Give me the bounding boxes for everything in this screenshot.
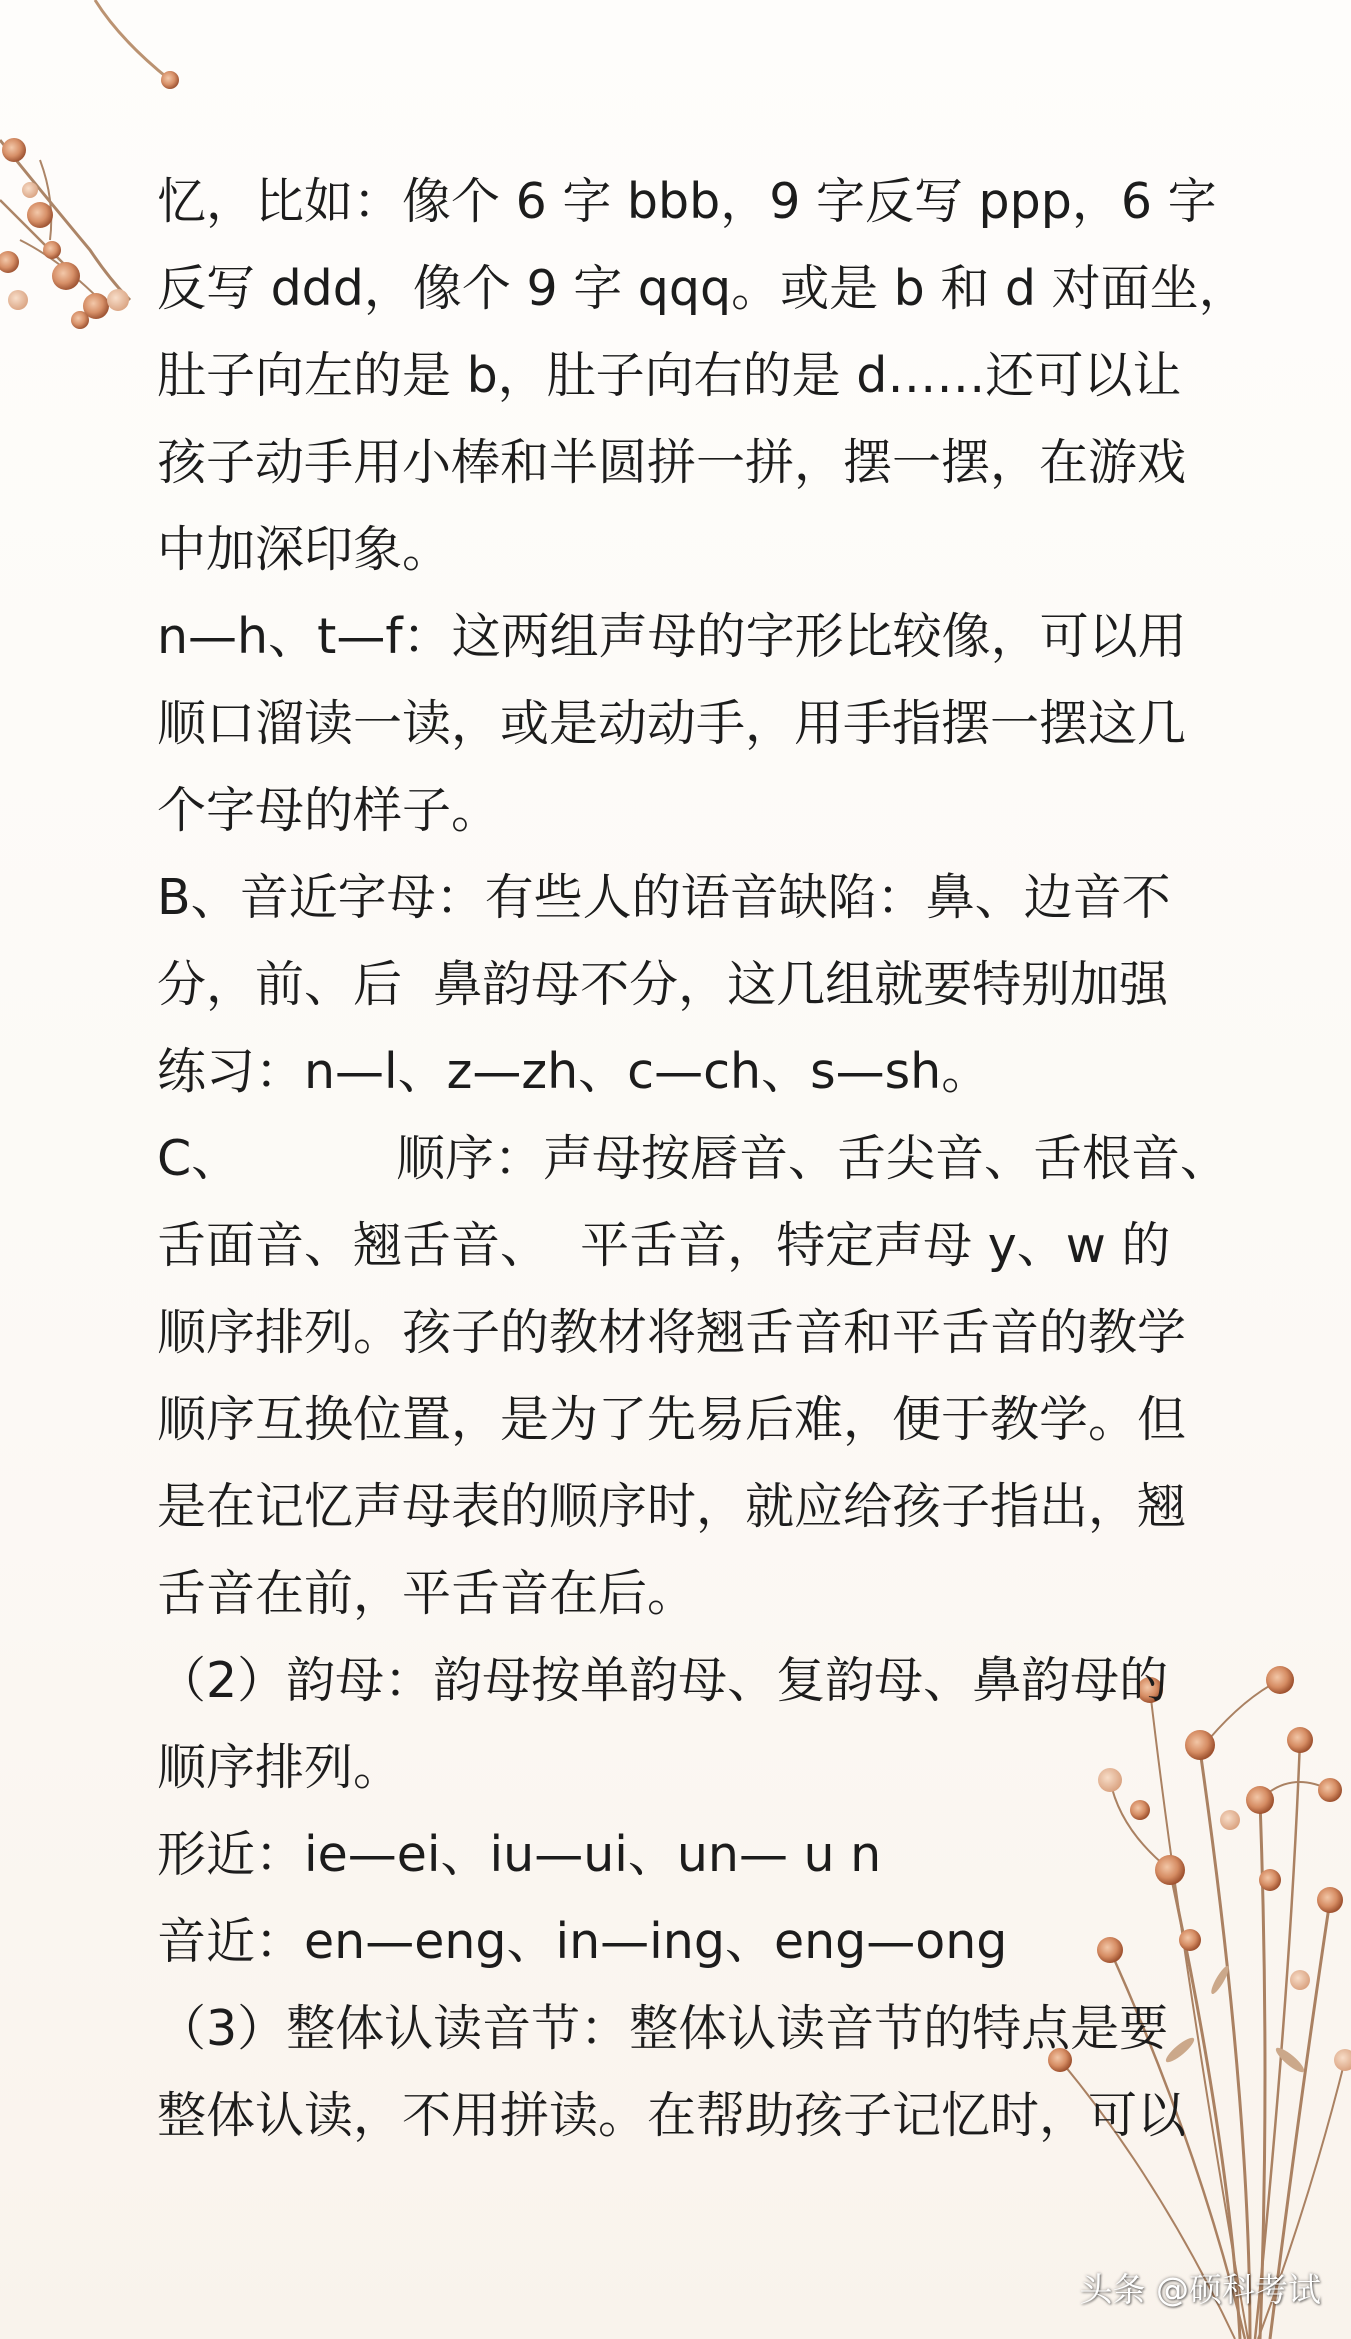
article-line: 练习：n—l、z—zh、c—ch、s—sh。 <box>157 1043 991 1100</box>
article-line: 顺口溜读一读，或是动动手，用手指摆一摆这几 <box>157 695 1187 752</box>
article-line: 是在记忆声母表的顺序时，就应给孩子指出，翘 <box>157 1478 1187 1535</box>
article-line: 分，前、后 鼻韵母不分，这几组就要特别加强 <box>157 956 1169 1013</box>
article-line: 形近：ie—ei、iu—ui、un— u n <box>157 1826 882 1883</box>
article-line: 顺序排列。孩子的教材将翘舌音和平舌音的教学 <box>157 1304 1187 1361</box>
article-line: 孩子动手用小棒和半圆拼一拼，摆一摆，在游戏 <box>157 434 1187 491</box>
article-line: 顺序互换位置，是为了先易后难，便于教学。但 <box>157 1391 1187 1448</box>
article-line: n—h、t—f：这两组声母的字形比较像，可以用 <box>157 608 1187 665</box>
article-body <box>157 158 1248 2159</box>
article-line: C、 顺序：声母按唇音、舌尖音、舌根音、 <box>157 1130 1229 1187</box>
article-line: 个字母的样子。 <box>157 782 501 839</box>
article-line: 整体认读，不用拼读。在帮助孩子记忆时，可以 <box>157 2087 1187 2144</box>
article-line: 舌音在前，平舌音在后。 <box>157 1565 697 1622</box>
article-line: 音近：en—eng、in—ing、eng—ong <box>157 1913 1008 1970</box>
article-line: B、音近字母：有些人的语音缺陷：鼻、边音不 <box>157 869 1171 926</box>
article-line: 顺序排列。 <box>157 1739 403 1796</box>
article-line: （2）韵母：韵母按单韵母、复韵母、鼻韵母的 <box>157 1652 1169 1709</box>
article-line: 反写 ddd，像个 9 字 qqq。或是 b 和 d 对面坐， <box>157 260 1248 317</box>
article-line: 中加深印象。 <box>157 521 452 578</box>
article-line: 忆，比如：像个 6 字 bbb，9 字反写 ppp，6 字 <box>157 173 1217 230</box>
article-line: 肚子向左的是 b，肚子向右的是 d……还可以让 <box>157 347 1182 404</box>
dried-flower-sprig-icon <box>0 0 179 329</box>
article-line: 舌面音、翘舌音、 平舌音，特定声母 y、w 的 <box>157 1217 1171 1274</box>
article-line: （3）整体认读音节：整体认读音节的特点是要 <box>157 2000 1169 2057</box>
watermark: 头条 @硕科考试 <box>1079 2270 1321 2309</box>
